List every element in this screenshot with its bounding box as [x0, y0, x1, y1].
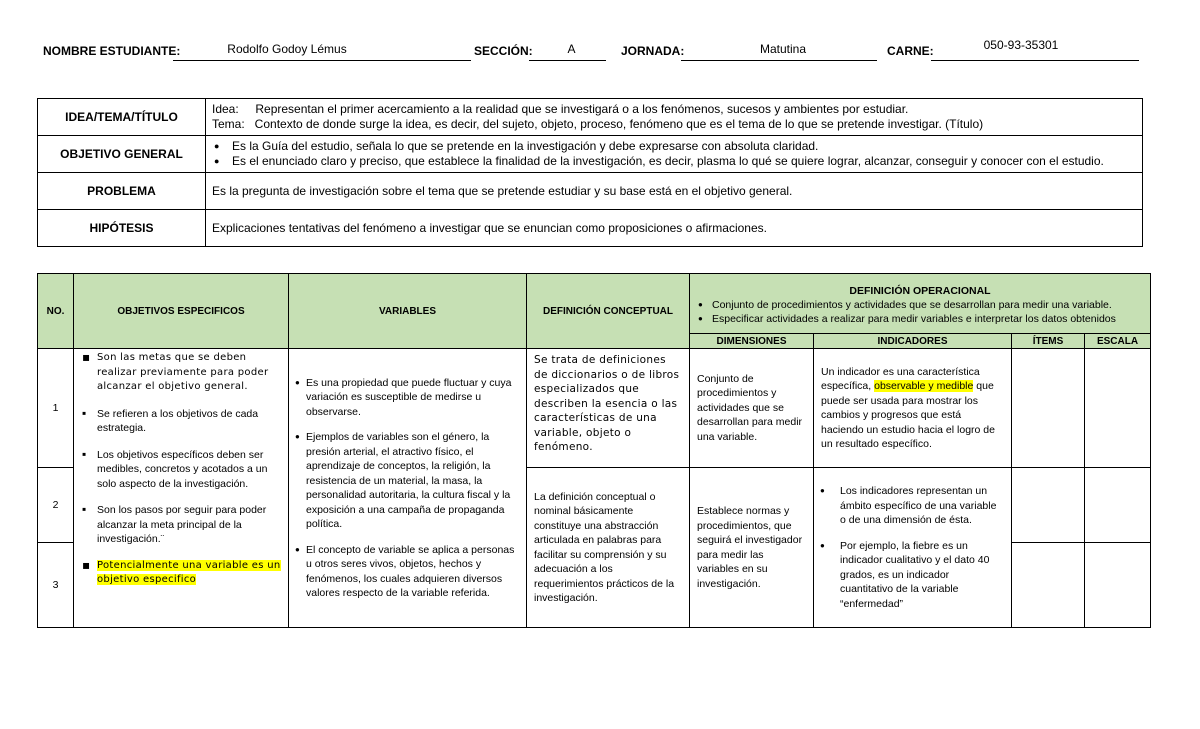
dimensions-bottom: Establece normas y procedimientos, que seguirá el investigador para medir las variables en su investigación.	[690, 468, 814, 628]
indicators-list	[814, 484, 1011, 611]
objectives-list	[74, 351, 288, 588]
shift-label: JORNADA:	[621, 44, 685, 58]
operational-list	[690, 298, 1150, 326]
section-label: SECCIÓN:	[474, 44, 533, 58]
hypothesis-text: Explicaciones tentativas del fenómeno a investigar que se enuncian como proposiciones o afirmaciones.	[206, 210, 1143, 247]
objective-item: ● Es el enunciado claro y preciso, que establece la finalidad de la investigación, es decir, plasma lo qué se quiere lograr, alcanzar, conseguir y conocer con el estudio.	[212, 154, 1136, 169]
row-number: 3	[38, 543, 74, 628]
header-variables: VARIABLES	[289, 274, 527, 349]
conceptual-top: Se trata de definiciones de diccionarios o de libros especializados que describen la esencia o las características de una variable, objeto o fenómeno.	[527, 349, 690, 468]
student-value: Rodolfo Godoy Lémus	[227, 42, 347, 56]
hypothesis-row	[38, 210, 1143, 247]
variables-matrix-table	[37, 273, 1151, 628]
header-objectives: OBJETIVOS ESPECIFICOS	[74, 274, 289, 349]
summary-table	[37, 98, 1143, 247]
header-dimensions: DIMENSIONES	[690, 334, 814, 349]
matrix-row	[38, 349, 1151, 468]
objective-label: OBJETIVO GENERAL	[38, 136, 206, 173]
topic-line: Tema: Contexto de donde surge la idea, es decir, del sujeto, objeto, proceso, fenómeno que es el tema de lo que se pretende investigar. (Título)	[212, 117, 984, 131]
header-scale: ESCALA	[1085, 334, 1151, 349]
variable-item: ● Es una propiedad que puede fluctuar y cuya variación es susceptible de medirse u observarse.	[295, 376, 520, 420]
variables-cell	[289, 349, 527, 628]
id-label: CARNE:	[887, 44, 934, 58]
header-items: ÍTEMS	[1012, 334, 1085, 349]
shift-underline	[681, 60, 877, 61]
scale-cell	[1085, 468, 1151, 543]
operational-item: ● Conjunto de procedimientos y actividades que se desarrollan para medir una variable.	[696, 298, 1144, 312]
indicator-highlight: observable y medible	[874, 380, 974, 392]
idea-line: Idea: Representan el primer acercamiento a la realidad que se investigará o a los fenómenos, sucesos y ambientes por estudiar.	[212, 102, 909, 116]
variable-item: ● Ejemplos de variables son el género, la presión arterial, el atractivo físico, el aprendizaje de conceptos, la religión, la resistencia de un material, la masa, la personalidad autoritaria, la cultura fiscal y la exposición a una campaña de propaganda política.	[295, 430, 520, 532]
header-operational	[690, 274, 1151, 334]
objective-specific-item: ▪ Son los pasos por seguir para poder alcanzar la meta principal de la investigación.¨	[80, 503, 282, 547]
dimensions-top: Conjunto de procedimientos y actividades que se desarrollan para medir una variable.	[690, 349, 814, 468]
section-underline	[529, 60, 606, 61]
objectives-cell	[74, 349, 289, 628]
variables-list	[289, 376, 526, 601]
items-cell	[1012, 543, 1085, 628]
id-underline	[931, 60, 1139, 61]
objective-specific-item: ▪ Los objetivos específicos deben ser medibles, concretos y acotados a un solo aspecto de la investigación.	[80, 448, 282, 492]
student-header	[43, 38, 1143, 66]
problem-label: PROBLEMA	[38, 173, 206, 210]
objective-specific-item-highlighted	[80, 559, 282, 588]
indicator-item: ● Los indicadores representan un ámbito específico de una variable o de una dimensión de ésta.	[820, 484, 1005, 528]
problem-text: Es la pregunta de investigación sobre el tema que se pretende estudiar y su base está en el objetivo general.	[206, 173, 1143, 210]
student-label: NOMBRE ESTUDIANTE:	[43, 44, 181, 58]
scale-cell	[1085, 349, 1151, 468]
id-value: 050-93-35301	[983, 38, 1059, 52]
objective-specific-item: ▪ Son las metas que se deben realizar previamente para poder alcanzar el objetivo general.	[80, 351, 282, 395]
idea-label: IDEA/TEMA/TÍTULO	[38, 99, 206, 136]
problem-row	[38, 173, 1143, 210]
matrix-header-row	[38, 274, 1151, 334]
indicators-bottom	[814, 468, 1012, 628]
header-conceptual: DEFINICIÓN CONCEPTUAL	[527, 274, 690, 349]
highlighted-text: Potencialmente una variable es un objetivo especifico	[97, 559, 281, 585]
items-cell	[1012, 349, 1085, 468]
variable-item: ● El concepto de variable se aplica a personas u otros seres vivos, objetos, hechos y fenómenos, los cuales adquieren diversos valores respecto de la variable referida.	[295, 543, 520, 601]
section-value: A	[567, 42, 576, 56]
operational-item: ● Especificar actividades a realizar para medir variables e interpretar los datos obtenidos	[696, 312, 1144, 326]
shift-value: Matutina	[759, 42, 807, 56]
objective-specific-item: ▪ Se refieren a los objetivos de cada estrategia.	[80, 407, 282, 436]
scale-cell	[1085, 543, 1151, 628]
indicator-text: Un indicador es una característica específica,	[821, 365, 980, 392]
items-cell	[1012, 468, 1085, 543]
indicator-text: que puede ser usada para mostrar los cambios y progresos que está haciendo un estudio hacia el logro de un resultado específico.	[821, 380, 995, 450]
idea-content	[206, 99, 1143, 136]
objective-row	[38, 136, 1143, 173]
header-no: NO.	[38, 274, 74, 349]
indicators-top	[814, 349, 1012, 468]
row-number: 2	[38, 468, 74, 543]
indicator-item: ● Por ejemplo, la fiebre es un indicador cualitativo y el dato 40 grados, es un indicador cuantitativo de la variable “enfermedad”	[820, 539, 1005, 612]
objective-content	[206, 136, 1143, 173]
conceptual-bottom: La definición conceptual o nominal básicamente constituye una abstracción articulada en palabras para facilitar su comprensión y su adecuación a los requerimientos prácticos de la investigación.	[527, 468, 690, 628]
student-underline	[173, 60, 471, 61]
row-number: 1	[38, 349, 74, 468]
hypothesis-label: HIPÓTESIS	[38, 210, 206, 247]
idea-row	[38, 99, 1143, 136]
objective-list	[212, 139, 1136, 169]
objective-item: ● Es la Guía del estudio, señala lo que se pretende en la investigación y debe expresarse con absoluta claridad.	[212, 139, 1136, 154]
header-indicators: INDICADORES	[814, 334, 1012, 349]
header-operational-title: DEFINICIÓN OPERACIONAL	[849, 284, 991, 297]
